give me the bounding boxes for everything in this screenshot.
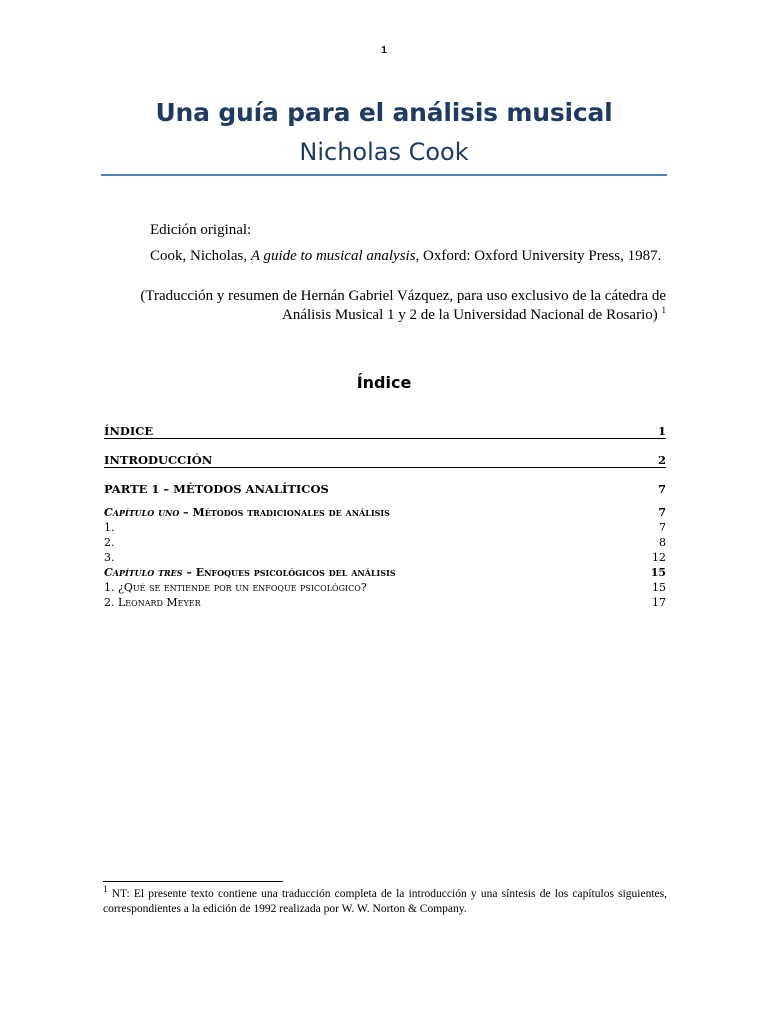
toc-entry-introduccion[interactable]	[104, 453, 666, 468]
footnote-reference[interactable]: 1	[661, 305, 666, 315]
citation-prefix: Cook, Nicholas,	[150, 248, 251, 264]
edition-citation	[150, 243, 661, 269]
edition-label: Edición original:	[150, 222, 252, 238]
toc-entry-capitulo-uno[interactable]: Capítulo uno – Métodos tradicionales de análisis 7	[104, 506, 666, 519]
citation-suffix: , Oxford: Oxford University Press, 1987.	[415, 248, 662, 264]
toc-entry-parte-1[interactable]	[104, 482, 666, 496]
footnote	[103, 884, 667, 917]
translation-line-1: (Traducción y resumen de Hernán Gabriel Vázquez, para uso exclusivo de la cátedra de	[140, 288, 666, 304]
page-number: 1	[381, 45, 387, 56]
toc-label: PARTE 1 – MÉTODOS ANALÍTICOS	[104, 482, 329, 496]
footnote-number: 1	[103, 884, 108, 895]
toc-label: INTRODUCCIÓN	[104, 453, 213, 467]
citation-title: A guide to musical analysis	[250, 248, 416, 264]
footnote-rule	[103, 881, 283, 882]
toc-entry-item[interactable]: 3. 12	[104, 551, 666, 564]
toc-chapter-block	[104, 505, 666, 610]
translation-line-2: Análisis Musical 1 y 2 de la Universidad Nacional de Rosario) $^1$	[282, 305, 666, 323]
toc-entry-item[interactable]: 1. ¿Qué se entiende por un enfoque psicológico? 15	[104, 581, 666, 594]
chapter-title: Métodos tradicionales de análisis	[192, 506, 390, 519]
toc-entry-indice[interactable]	[104, 424, 666, 439]
toc-entry-capitulo-tres[interactable]: Capítulo tres – Enfoques psicológicos del análisis 15	[104, 566, 666, 579]
translation-note	[130, 287, 666, 325]
title-rule	[101, 174, 667, 176]
index-heading: Índice	[356, 373, 412, 392]
toc-entry-item[interactable]: 2. 8	[104, 536, 666, 549]
toc-page: 1	[657, 424, 666, 438]
toc-page: 2	[657, 453, 666, 467]
toc-label: ÍNDICE	[104, 424, 154, 438]
toc-page: 7	[657, 482, 666, 496]
footnote-text: NT: El presente texto contiene una traducción completa de la introducción y una síntesis de los capítulos siguientes, correspondientes a la edición de 1992 realizada por W. W. Norton & Company.	[103, 888, 667, 915]
chapter-title: Enfoques psicológicos del análisis	[195, 566, 396, 579]
toc-page: 7	[658, 506, 666, 519]
chapter-prefix: Capítulo uno	[104, 506, 180, 519]
document-title: Una guía para el análisis musical	[155, 98, 613, 127]
toc-entry-item[interactable]: 2. Leonard Meyer 17	[104, 596, 666, 609]
toc-entry-item[interactable]: 1. 7	[104, 521, 666, 534]
toc-page: 15	[650, 566, 666, 579]
document-author: Nicholas Cook	[299, 138, 469, 166]
chapter-prefix: Capítulo tres	[104, 566, 183, 579]
edition-block	[150, 217, 661, 269]
